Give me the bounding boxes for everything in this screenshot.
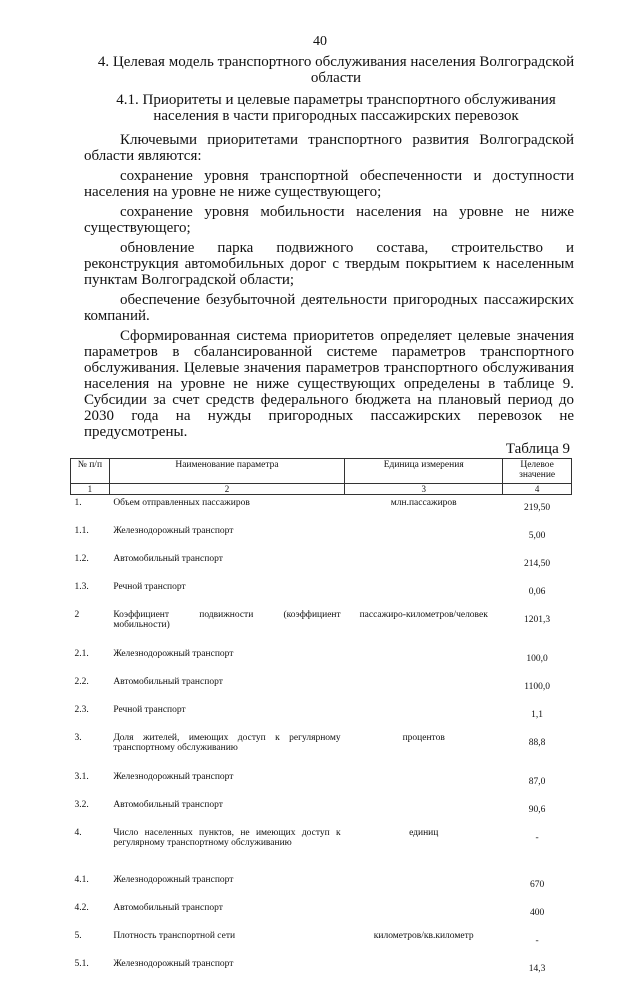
row-name: Железнодорожный транспорт [113, 772, 234, 782]
page-number: 40 [313, 34, 327, 49]
row-unit [345, 797, 503, 825]
table-row [71, 646, 572, 674]
row-unit [345, 769, 503, 797]
row-unit [345, 579, 503, 607]
header-target-value: Целевое значение [503, 459, 572, 484]
table-row [71, 769, 572, 797]
paragraph: сохранение уровня транспортной обеспеченности и доступности населения на уровне не ниже существующего; [84, 168, 574, 200]
row-number: 5. [74, 931, 82, 941]
body-text [84, 132, 574, 444]
row-value: 14,3 [528, 964, 546, 974]
row-value: 87,0 [528, 777, 546, 787]
row-number: 3. [74, 733, 82, 743]
row-value: 90,6 [528, 805, 546, 815]
row-name: Речной транспорт [113, 582, 186, 592]
row-name: Автомобильный транспорт [113, 903, 223, 913]
row-unit: процентов [402, 733, 445, 743]
row-number: 1.2. [74, 554, 89, 564]
row-number: 4.1. [74, 875, 89, 885]
row-name: Автомобильный транспорт [113, 554, 223, 564]
row-number: 3.1. [74, 772, 89, 782]
row-name: Железнодорожный транспорт [113, 959, 234, 969]
paragraph: Ключевыми приоритетами транспортного развития Волгоградской области являются: [84, 132, 574, 164]
table-row [71, 872, 572, 900]
parameters-table [70, 458, 572, 984]
row-value: 100,0 [526, 654, 548, 664]
column-number: 3 [345, 484, 503, 495]
header-number: № п/п [71, 459, 110, 484]
table-row [71, 900, 572, 928]
paragraph: сохранение уровня мобильности населения на уровне не ниже существующего; [84, 204, 574, 236]
column-number: 4 [503, 484, 572, 495]
row-value: 0,06 [528, 587, 546, 597]
row-name: Число населенных пунктов, не имеющих доступ к регулярному транспортному обслуживанию [113, 828, 341, 848]
row-name: Плотность транспортной сети [113, 931, 236, 941]
table-row [71, 674, 572, 702]
row-unit [345, 551, 503, 579]
table-row [71, 523, 572, 551]
row-unit [345, 900, 503, 928]
table-row [71, 702, 572, 730]
table-row [71, 607, 572, 646]
row-unit [345, 702, 503, 730]
row-name: Автомобильный транспорт [113, 800, 223, 810]
row-number: 2.3. [74, 705, 89, 715]
row-value: 1201,3 [524, 615, 551, 625]
column-number: 2 [109, 484, 344, 495]
row-name: Речной транспорт [113, 705, 186, 715]
row-name: Железнодорожный транспорт [113, 526, 234, 536]
row-name: Железнодорожный транспорт [113, 875, 234, 885]
row-value: 219,50 [524, 503, 551, 513]
row-unit [345, 956, 503, 984]
row-number: 4.2. [74, 903, 89, 913]
row-number: 5.1. [74, 959, 89, 969]
table-row [71, 495, 572, 524]
row-unit [345, 674, 503, 702]
row-value: - [535, 833, 539, 843]
table-row [71, 797, 572, 825]
row-number: 2 [74, 610, 80, 620]
row-name: Железнодорожный транспорт [113, 649, 234, 659]
section-title: 4. Целевая модель транспортного обслуживания населения Волгоградской области [97, 54, 575, 86]
row-value: 5,00 [528, 531, 546, 541]
row-name: Коэффициент подвижности (коэффициент мобильности) [113, 610, 341, 630]
table-header-row [71, 459, 572, 484]
row-number: 2.1. [74, 649, 89, 659]
row-number: 1.3. [74, 582, 89, 592]
table-row [71, 928, 572, 956]
row-number: 1.1. [74, 526, 89, 536]
row-unit [345, 646, 503, 674]
paragraph: обновление парка подвижного состава, строительство и реконструкция автомобильных дорог с твердым покрытием к населенным пунктам Волгоградской области; [84, 240, 574, 288]
row-number: 3.2. [74, 800, 89, 810]
table-row [71, 825, 572, 872]
row-name: Автомобильный транспорт [113, 677, 223, 687]
row-value: 1100,0 [524, 682, 550, 692]
table-caption: Таблица 9 [505, 441, 570, 457]
row-value: - [535, 936, 539, 946]
row-unit: млн.пассажиров [390, 498, 457, 508]
row-value: 670 [529, 880, 545, 890]
row-unit [345, 523, 503, 551]
row-number: 1. [74, 498, 82, 508]
row-unit: километров/кв.километр [373, 931, 474, 941]
paragraph: Сформированная система приоритетов определяет целевые значения параметров в сбалансированной системе параметров транспортного обслуживания. Целевые значения параметров транспортного обслуживания населения на уровне не ниже существующих определены в таблице 9. Субсидии за счет средств федерального бюджета на плановый период до 2030 года на нужды пригородных пассажирских перевозок не предусмотрены. [84, 328, 574, 440]
row-value: 88,8 [528, 738, 546, 748]
row-unit: пассажиро-километров/человек [359, 610, 488, 620]
table-column-numbers-row [71, 484, 572, 495]
row-value: 214,50 [524, 559, 551, 569]
subsection-title: 4.1. Приоритеты и целевые параметры транспортного обслуживания населения в части пригородных пассажирских перевозок [116, 92, 556, 124]
table-row [71, 956, 572, 984]
row-number: 2.2. [74, 677, 89, 687]
paragraph: обеспечение безубыточной деятельности пригородных пассажирских компаний. [84, 292, 574, 324]
row-value: 400 [529, 908, 545, 918]
header-unit: Единица измерения [345, 459, 503, 484]
row-name: Доля жителей, имеющих доступ к регулярному транспортному обслуживанию [113, 733, 341, 753]
table-row [71, 551, 572, 579]
table-row [71, 579, 572, 607]
header-parameter-name: Наименование параметра [109, 459, 344, 484]
table-row [71, 730, 572, 769]
row-unit [345, 872, 503, 900]
row-value: 1,1 [531, 710, 544, 720]
row-unit: единиц [409, 828, 439, 838]
row-name: Объем отправленных пассажиров [113, 498, 250, 508]
column-number: 1 [71, 484, 110, 495]
row-number: 4. [74, 828, 82, 838]
